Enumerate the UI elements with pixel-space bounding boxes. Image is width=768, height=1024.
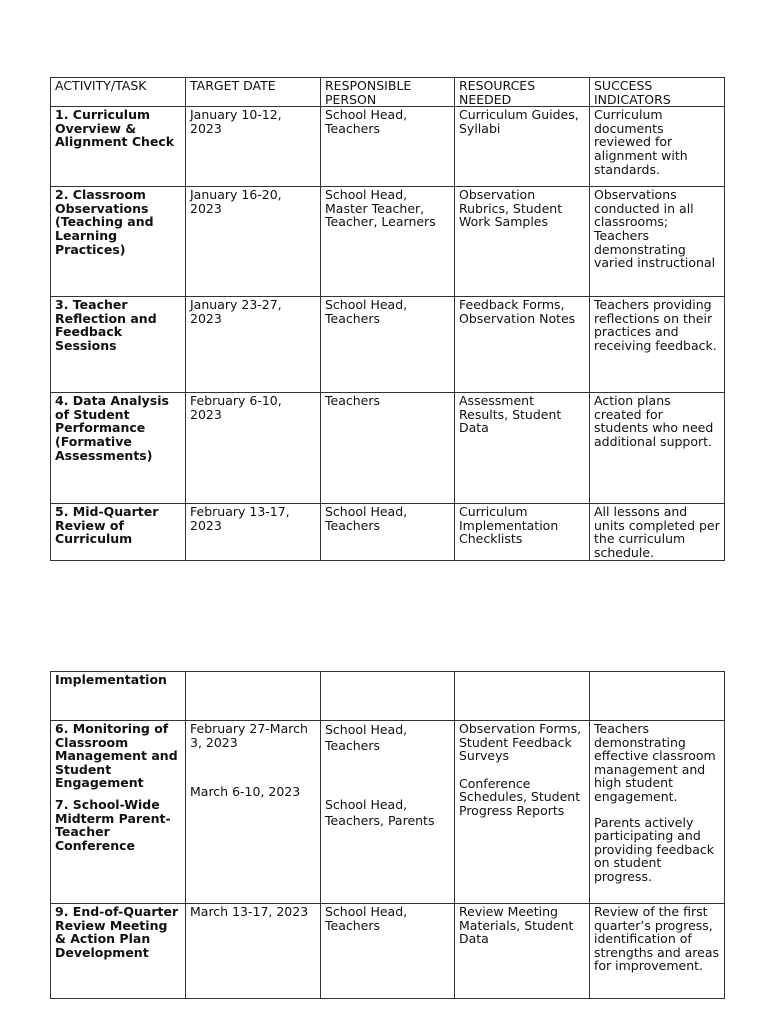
target-date-cell: March 13-17, 2023 <box>186 904 321 999</box>
header-success-indicators: SUCCESS INDICATORS <box>590 78 725 107</box>
resources-cell: Curriculum Implementation Checklists <box>455 504 590 560</box>
action-plan-table-continued <box>50 671 725 999</box>
action-plan-table <box>50 77 725 561</box>
header-target-date: TARGET DATE <box>186 78 321 107</box>
table-row <box>51 187 725 297</box>
resources-cell: Assessment Results, Student Data <box>455 393 590 504</box>
responsible-person-cell: School Head, Teachers <box>321 107 455 187</box>
indicators-cell: All lessons and units completed per the curriculum schedule. <box>590 504 725 560</box>
indicators-cell: Action plans created for students who need additional support. <box>590 393 725 504</box>
header-resources-needed: RESOURCES NEEDED <box>455 78 590 107</box>
responsible-person-cell: School Head, Teachers <box>321 297 455 393</box>
resources-cell: Feedback Forms, Observation Notes <box>455 297 590 393</box>
activity-cell <box>51 721 186 904</box>
target-date-cell <box>186 721 321 904</box>
indicators-7: Parents actively participating and providing feedback on student progress. <box>594 814 714 884</box>
table-row <box>51 904 725 999</box>
responsible-person-cell: School Head, Master Teacher, Teacher, Learners <box>321 187 455 297</box>
date-6: February 27-March 3, 2023 <box>190 721 308 750</box>
table-header-row <box>51 78 725 107</box>
resources-cell <box>455 721 590 904</box>
activity-cell: 5. Mid-Quarter Review of Curriculum <box>51 504 186 560</box>
activity-cell-continued: Implementation <box>51 672 186 721</box>
activity-cell: 2. Classroom Observations (Teaching and Learning Practices) <box>51 187 186 297</box>
indicators-cell: Teachers providing reflections on their practices and receiving feedback. <box>590 297 725 393</box>
responsible-person-cell: School Head, Teachers <box>321 504 455 560</box>
responsible-person-cell: School Head, Teachers <box>321 904 455 999</box>
resources-6: Observation Forms, Student Feedback Surveys <box>459 721 582 764</box>
table-row <box>51 721 725 904</box>
target-date-cell: January 10-12, 2023 <box>186 107 321 187</box>
table-row <box>51 297 725 393</box>
target-date-cell: February 6-10, 2023 <box>186 393 321 504</box>
activity-cell: 9. End-of-Quarter Review Meeting & Action Plan Development <box>51 904 186 999</box>
indicators-cell: Review of the first quarter’s progress, identification of strengths and areas for improvement. <box>590 904 725 999</box>
empty-cell <box>321 672 455 721</box>
indicators-cell <box>590 721 725 904</box>
indicators-cell: Curriculum documents reviewed for alignment with standards. <box>590 107 725 187</box>
empty-cell <box>590 672 725 721</box>
table-row <box>51 672 725 721</box>
responsible-person-cell <box>321 721 455 904</box>
indicators-cell: Observations conducted in all classrooms; Teachers demonstrating varied instructional <box>590 187 725 297</box>
header-responsible-person: RESPONSIBLE PERSON <box>321 78 455 107</box>
table-row <box>51 107 725 187</box>
resources-cell: Review Meeting Materials, Student Data <box>455 904 590 999</box>
activity-cell: 1. Curriculum Overview & Alignment Check <box>51 107 186 187</box>
resources-7: Conference Schedules, Student Progress Reports <box>459 775 581 818</box>
activity-cell: 3. Teacher Reflection and Feedback Sessions <box>51 297 186 393</box>
target-date-cell: January 16-20, 2023 <box>186 187 321 297</box>
activity-7: 7. School-Wide Midterm Parent-Teacher Conference <box>55 796 171 853</box>
target-date-cell: February 13-17, 2023 <box>186 504 321 560</box>
resources-cell: Observation Rubrics, Student Work Samples <box>455 187 590 297</box>
header-activity: ACTIVITY/TASK <box>51 78 186 107</box>
activity-cell: 4. Data Analysis of Student Performance (Formative Assessments) <box>51 393 186 504</box>
table-row <box>51 393 725 504</box>
table-row <box>51 504 725 560</box>
empty-cell <box>455 672 590 721</box>
person-7: School Head, Teachers, Parents <box>325 797 435 828</box>
empty-cell <box>186 672 321 721</box>
indicators-6: Teachers demonstrating effective classroom management and high student engagement. <box>594 721 716 804</box>
responsible-person-cell: Teachers <box>321 393 455 504</box>
person-6: School Head, Teachers <box>325 722 408 753</box>
activity-6: 6. Monitoring of Classroom Management and Student Engagement <box>55 721 178 791</box>
resources-cell: Curriculum Guides, Syllabi <box>455 107 590 187</box>
target-date-cell: January 23-27, 2023 <box>186 297 321 393</box>
date-7: March 6-10, 2023 <box>190 784 301 800</box>
